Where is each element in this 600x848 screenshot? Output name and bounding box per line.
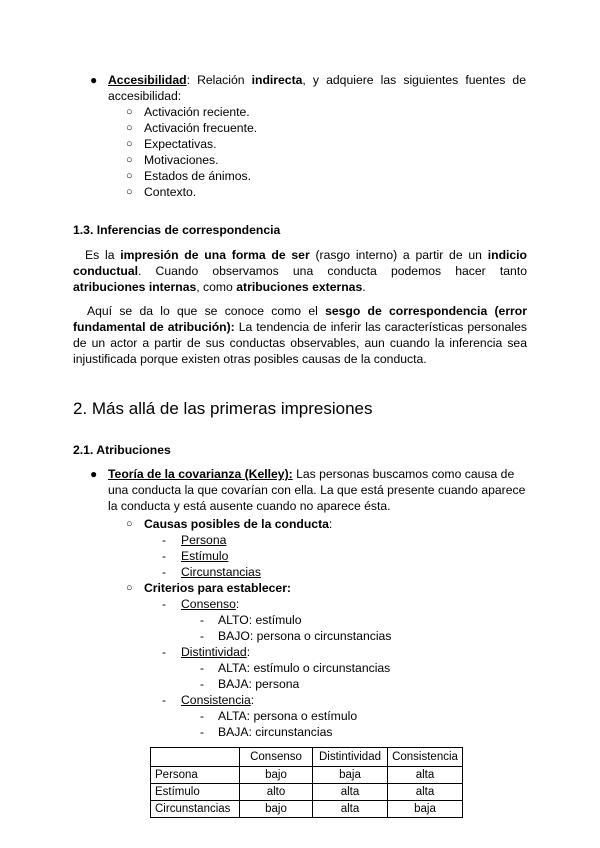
section-1-3-paragraph-2: Aquí se da lo que se conoce como el sesgo de correspondencia (error fundamental de atribución): La tendencia de inferir las características personales de un actor a partir de sus conductas observables, aun cuando la inferencia sea injustificada porque existen otras posibles causas de la conducta. xyxy=(73,304,527,366)
circle-bullet-icon: ○ xyxy=(126,138,133,150)
list-item: ○ Estados de ánimos. xyxy=(126,169,252,183)
causa-item: Circunstancias xyxy=(181,565,261,579)
dash-icon: - xyxy=(200,661,205,675)
circle-bullet-icon: ○ xyxy=(126,582,133,594)
table-row xyxy=(151,801,463,818)
criterio-item: ALTA: estímulo o circunstancias xyxy=(218,661,391,675)
kelley-term: Teoría de la covarianza (Kelley): xyxy=(108,467,293,481)
criterio-item: ALTA: persona o estímulo xyxy=(218,709,358,723)
criterios-label: Criterios para establecer: xyxy=(144,581,291,595)
circle-bullet-icon: ○ xyxy=(126,106,133,118)
accesibilidad-term: Accesibilidad xyxy=(108,73,187,87)
circle-bullet-icon: ○ xyxy=(126,518,133,530)
dash-icon: - xyxy=(162,645,167,659)
section-2-1-heading: 2.1. Atribuciones xyxy=(73,443,171,457)
section-2-heading: 2. Más allá de las primeras impresiones xyxy=(73,399,373,418)
dash-icon: - xyxy=(200,709,205,723)
table-cell: Persona xyxy=(151,767,240,784)
accesibilidad-sources-list xyxy=(126,104,257,200)
dash-icon: - xyxy=(200,725,205,739)
list-item: ○ Expectativas. xyxy=(126,137,217,151)
circle-bullet-icon: ○ xyxy=(126,122,133,134)
table-cell: Estímulo xyxy=(151,784,240,801)
list-item: ○ Motivaciones. xyxy=(126,153,219,167)
circle-bullet-icon: ○ xyxy=(126,170,133,182)
table-cell: alto xyxy=(240,784,313,801)
table-cell: bajo xyxy=(240,767,313,784)
dash-icon: - xyxy=(162,533,167,547)
table-cell: alta xyxy=(388,767,463,784)
dash-icon: - xyxy=(162,693,167,707)
circle-bullet-icon: ○ xyxy=(126,186,133,198)
table-cell: alta xyxy=(313,784,388,801)
criterios-table xyxy=(150,747,463,818)
dash-icon: - xyxy=(162,597,167,611)
table-header-cell: Distintividad xyxy=(313,748,388,767)
criterio-item: BAJO: persona o circunstancias xyxy=(218,629,392,643)
criterio-consistencia: Consistencia: xyxy=(181,693,255,707)
table-cell: bajo xyxy=(240,801,313,818)
table-header-cell xyxy=(151,748,240,767)
table-cell: alta xyxy=(313,801,388,818)
table-row xyxy=(151,784,463,801)
table-header-cell: Consistencia xyxy=(388,748,463,767)
section-1-3-paragraph-1: Es la impresión de una forma de ser (rasgo interno) a partir de un indicio conductual. Cuando observamos una conducta podemos hacer tanto atribuciones internas, como atribuciones externas. xyxy=(73,248,528,294)
causa-item: Estímulo xyxy=(181,549,229,563)
causa-item: Persona xyxy=(181,533,227,547)
criterio-item: BAJA: circunstancias xyxy=(218,725,333,739)
table-cell: baja xyxy=(313,767,388,784)
list-item: ○ Contexto. xyxy=(126,185,197,199)
bullet-dot: ● xyxy=(90,73,98,87)
table-header-cell: Consenso xyxy=(240,748,313,767)
dash-icon: - xyxy=(200,629,205,643)
circle-bullet-icon: ○ xyxy=(126,154,133,166)
causas-label: Causas posibles de la conducta: xyxy=(144,517,333,531)
table-cell: baja xyxy=(388,801,463,818)
bullet-dot: ● xyxy=(90,467,98,481)
table-cell: Circunstancias xyxy=(151,801,240,818)
dash-icon: - xyxy=(162,549,167,563)
table-row xyxy=(151,767,463,784)
criterio-distintividad: Distintividad: xyxy=(181,645,251,659)
dash-icon: - xyxy=(162,565,167,579)
criterio-item: ALTO: estímulo xyxy=(218,613,302,627)
dash-icon: - xyxy=(200,613,205,627)
list-item: ○ Activación reciente. xyxy=(126,105,250,119)
criterio-consenso: Consenso: xyxy=(181,597,240,611)
accesibilidad-bullet: Accesibilidad: Relación indirecta, y adquiere las siguientes fuentes de accesibilidad: xyxy=(108,73,526,103)
table-cell: alta xyxy=(388,784,463,801)
list-item: ○ Activación frecuente. xyxy=(126,121,258,135)
section-1-3-heading: 1.3. Inferencias de correspondencia xyxy=(73,223,281,237)
kelley-bullet: Teoría de la covarianza (Kelley): Las personas buscamos como causa de una conducta la que covarían con ella. La que está presente cuando aparece la conducta y está ausente cuando no aparece ésta. xyxy=(108,467,526,513)
criterio-item: BAJA: persona xyxy=(218,677,300,691)
table-header-row xyxy=(151,748,463,767)
dash-icon: - xyxy=(200,677,205,691)
